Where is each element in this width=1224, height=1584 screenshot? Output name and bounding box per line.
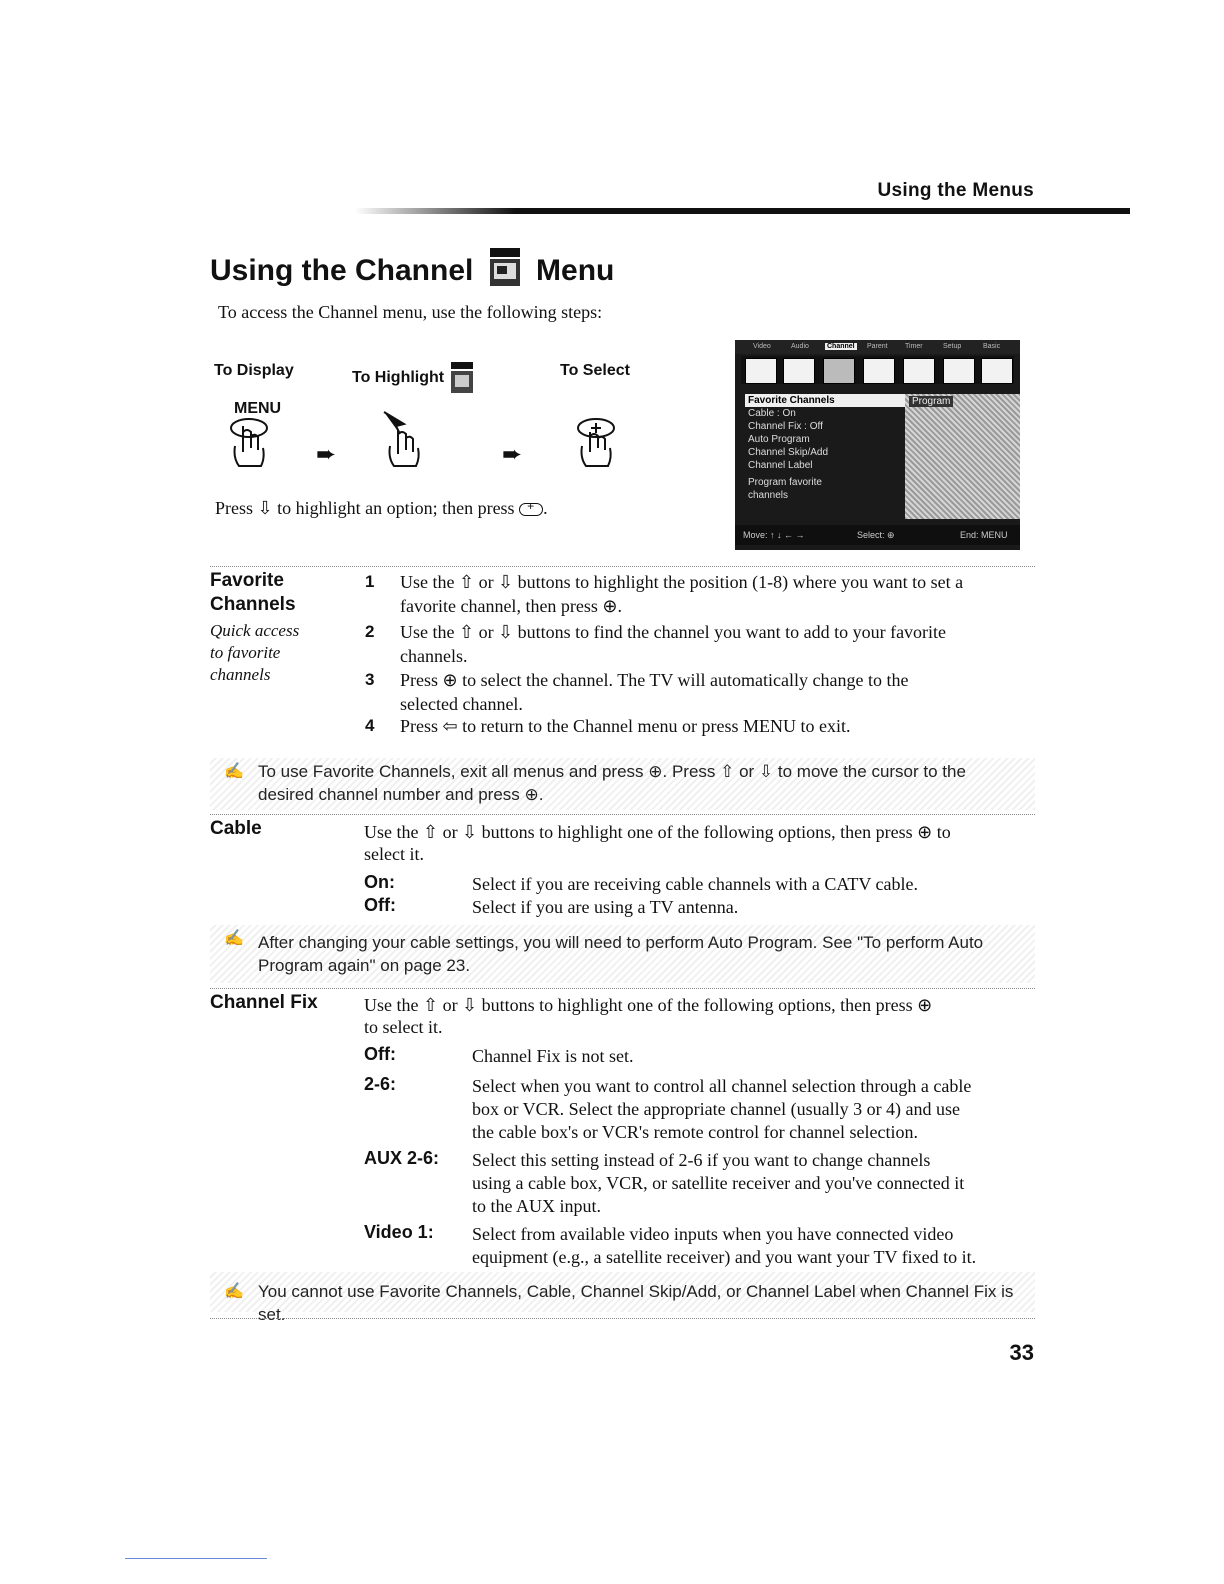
fix-option-label: 2-6:	[364, 1074, 397, 1094]
basic-icon	[981, 358, 1013, 384]
favorite-note	[210, 758, 1035, 810]
fix-option-label: AUX 2-6:	[364, 1148, 440, 1168]
bottom-rule	[125, 1558, 267, 1559]
note-line: After changing your cable settings, you will need to perform Auto Program. See "To perform Auto	[258, 933, 984, 952]
tv-icon-row	[741, 356, 1014, 384]
note-text: You cannot use Favorite Channels, Cable, Channel Skip/Add, or Channel Label when Channel Fix is set.	[258, 1282, 1014, 1324]
intro-text: To access the Channel menu, use the following steps:	[218, 302, 603, 322]
favorite-heading-2: Channels	[210, 594, 296, 615]
tv-menu-item: Cable : On	[748, 408, 796, 419]
tv-program-panel	[905, 394, 1020, 519]
audio-icon	[783, 358, 815, 384]
fix-option-text: equipment (e.g., a satellite receiver) and you want your TV fixed to it.	[472, 1247, 977, 1267]
tv-menu-item-selected: Favorite Channels	[745, 394, 905, 407]
step-text: channels.	[400, 646, 468, 666]
tv-footer-select: Select: ⊕	[857, 530, 895, 540]
cable-option-label: Off:	[364, 895, 396, 915]
cable-desc: select it.	[364, 844, 424, 864]
step-text: Use the ⇧ or ⇩ buttons to find the channel you want to add to your favorite	[400, 622, 947, 642]
fix-option-text: Channel Fix is not set.	[472, 1046, 634, 1066]
step-number: 3	[365, 670, 375, 689]
page-number: 33	[1009, 1340, 1034, 1365]
note-line: To use Favorite Channels, exit all menus and press ⊕. Press ⇧ or ⇩ to move the cursor to the	[258, 762, 966, 781]
channel-fix-desc: to select it.	[364, 1017, 443, 1037]
fix-option-text: Select from available video inputs when you have connected video	[472, 1224, 954, 1244]
press-instructions	[215, 498, 548, 519]
arrow-right-icon: ➨	[316, 441, 337, 468]
press-line-text: Press ⇩ to highlight an option; then press	[215, 498, 515, 518]
tv-tab: Video	[753, 343, 771, 350]
press-menu-hand-icon	[225, 418, 273, 478]
tv-tab: Basic	[983, 343, 1001, 350]
cable-option-text: Select if you are receiving cable channels with a CATV cable.	[472, 874, 918, 894]
fix-option-text: to the AUX input.	[472, 1196, 601, 1216]
step-text: Press ⇦ to return to the Channel menu or press MENU to exit.	[400, 716, 851, 736]
menu-button-label: MENU	[234, 400, 282, 417]
step-text: Use the ⇧ or ⇩ buttons to highlight the position (1-8) where you want to set a	[400, 572, 964, 592]
tv-tab: Audio	[791, 343, 809, 350]
tv-footer	[735, 525, 1020, 545]
arrow-right-icon-2: ➨	[502, 441, 523, 468]
tv-tab-active: Channel	[827, 343, 855, 350]
tv-menu-item: Channel Label	[748, 460, 813, 471]
cable-option-label: On:	[364, 872, 395, 892]
section-separator	[210, 1318, 1035, 1319]
step-highlight-text: To Highlight	[352, 369, 445, 387]
highlight-hand-icon	[376, 410, 436, 475]
timer-icon	[903, 358, 935, 384]
step-display-label: To Display	[214, 362, 294, 379]
note-pencil-icon: ✍	[224, 930, 244, 947]
section-separator	[210, 988, 1035, 989]
tv-menu-item: Channel Skip/Add	[748, 447, 829, 458]
tv-menu-screenshot	[735, 340, 1020, 550]
step-text: favorite channel, then press ⊕.	[400, 596, 623, 616]
channel-icon	[823, 358, 855, 384]
step-select-label: To Select	[560, 362, 630, 379]
step-number: 4	[365, 716, 375, 735]
fix-option-label: Off:	[364, 1044, 396, 1064]
tv-menu-item: Auto Program	[748, 434, 810, 445]
note-pencil-icon: ✍	[224, 1283, 244, 1300]
enter-button-icon	[519, 503, 543, 516]
step-text: Press ⊕ to select the channel. The TV will automatically change to the	[400, 670, 909, 690]
fix-option-text: using a cable box, VCR, or satellite receiver and you've connected it	[472, 1173, 965, 1193]
press-line-end: .	[543, 498, 548, 518]
step-number: 2	[365, 622, 375, 641]
page-title	[210, 248, 614, 296]
tv-tab: Parent	[867, 343, 888, 350]
tv-tab: Timer	[905, 343, 923, 350]
tv-menu-list	[745, 394, 905, 516]
cable-desc: Use the ⇧ or ⇩ buttons to highlight one of the following options, then press ⊕ to	[364, 822, 951, 842]
header-rule-fade	[355, 208, 515, 214]
fix-option-text: box or VCR. Select the appropriate channel (usually 3 or 4) and use	[472, 1099, 961, 1119]
title-part-1: Using the Channel	[210, 253, 474, 287]
note-line: Program again" on page 23.	[258, 956, 471, 975]
channel-menu-icon	[488, 248, 522, 296]
cable-note	[210, 925, 1035, 983]
step-number: 1	[365, 572, 375, 591]
press-select-hand-icon	[572, 418, 620, 478]
tv-menu-item: Channel Fix : Off	[748, 421, 823, 432]
video-icon	[745, 358, 777, 384]
note-text	[258, 931, 1028, 977]
favorite-subtitle-3: channels	[210, 665, 271, 684]
channel-fix-heading: Channel Fix	[210, 992, 318, 1013]
tv-menu-item: channels	[748, 490, 789, 501]
fix-option-text: Select this setting instead of 2-6 if you want to change channels	[472, 1150, 931, 1170]
parent-icon	[863, 358, 895, 384]
favorite-heading-1: Favorite	[210, 570, 284, 591]
cable-option-text: Select if you are using a TV antenna.	[472, 897, 739, 917]
setup-icon	[943, 358, 975, 384]
tv-footer-end: End: MENU	[960, 530, 1008, 540]
favorite-subtitle-1: Quick access	[210, 621, 300, 640]
tv-menu-item: Program favorite	[748, 477, 822, 488]
fix-option-text: the cable box's or VCR's remote control for channel selection.	[472, 1122, 919, 1142]
step-text: selected channel.	[400, 694, 523, 714]
title-part-2: Menu	[536, 253, 615, 287]
section-separator	[210, 814, 1035, 815]
favorite-subtitle-2: to favorite	[210, 643, 281, 662]
tv-program-label: Program	[909, 396, 953, 407]
note-pencil-icon: ✍	[224, 763, 244, 780]
fix-option-label: Video 1:	[364, 1222, 434, 1242]
cable-heading: Cable	[210, 818, 262, 839]
tv-tab: Setup	[943, 343, 962, 350]
fix-option-text: Select when you want to control all channel selection through a cable	[472, 1076, 972, 1096]
running-header: Using the Menus	[877, 180, 1034, 201]
channel-fix-desc: Use the ⇧ or ⇩ buttons to highlight one of the following options, then press ⊕	[364, 995, 933, 1015]
step-highlight-label	[352, 362, 475, 394]
note-text	[258, 760, 1028, 806]
tv-tab-bar	[735, 340, 1020, 354]
small-channel-icon	[449, 362, 475, 394]
note-line: desired channel number and press ⊕.	[258, 785, 544, 804]
section-separator	[210, 566, 1035, 567]
channel-fix-note	[210, 1272, 1035, 1324]
tv-footer-move: Move: ↑ ↓ ← →	[743, 530, 805, 540]
